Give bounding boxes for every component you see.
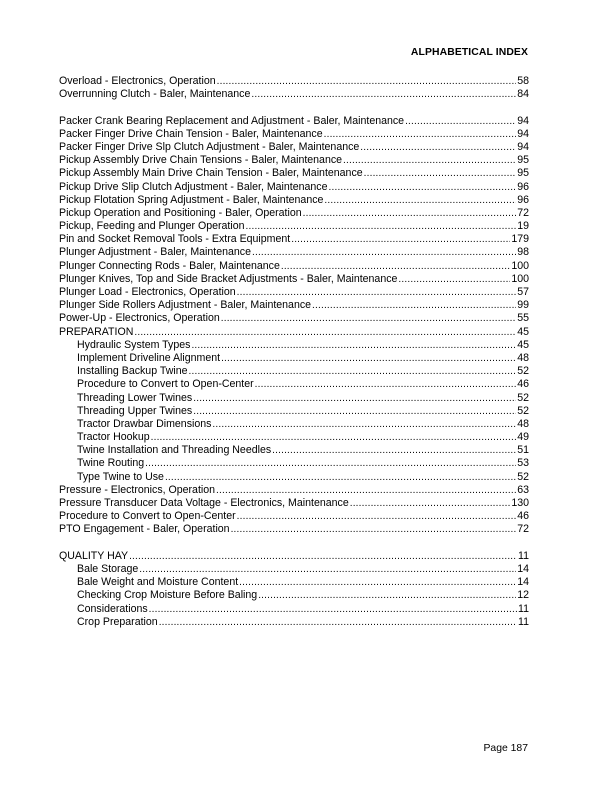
- index-subentry: [59, 352, 529, 365]
- entry-page-number: 96: [517, 180, 529, 193]
- dot-leader: [191, 339, 516, 352]
- dot-leader: [189, 365, 517, 378]
- entry-page-number: 95: [517, 154, 529, 167]
- index-subentry: [59, 339, 529, 352]
- index-entry: [59, 181, 529, 194]
- entry-page-number: 11: [518, 549, 529, 562]
- entry-page-number: 58: [517, 75, 529, 87]
- entry-label: PTO Engagement - Baler, Operation: [59, 523, 230, 536]
- index-entry: [59, 286, 529, 299]
- entry-page-number: 45: [517, 338, 529, 351]
- index-entry: [59, 299, 529, 312]
- dot-leader: [350, 497, 511, 510]
- entry-label: Considerations: [77, 602, 148, 615]
- index-entry: [59, 128, 529, 141]
- entry-label: Overload - Electronics, Operation: [59, 75, 216, 87]
- dot-leader: [212, 418, 516, 431]
- index-entry: [59, 260, 529, 273]
- entry-label: Tractor Drawbar Dimensions: [77, 417, 212, 430]
- dot-leader: [149, 603, 517, 616]
- entry-page-number: 98: [517, 246, 529, 259]
- dot-leader: [145, 457, 516, 470]
- entry-page-number: 49: [517, 431, 529, 444]
- entry-label: Threading Upper Twines: [77, 404, 193, 417]
- entry-page-number: 11: [518, 602, 529, 615]
- index-subentry: [59, 471, 529, 484]
- entry-page-number: 95: [517, 167, 529, 180]
- entry-label: Twine Routing: [77, 457, 145, 470]
- dot-leader: [360, 141, 516, 154]
- dot-leader: [343, 154, 516, 167]
- dot-leader: [237, 286, 517, 299]
- dot-leader: [129, 550, 517, 563]
- index-entry: [59, 233, 529, 246]
- entry-label: Plunger Side Rollers Adjustment - Baler, Maintenance: [59, 299, 312, 312]
- dot-leader: [281, 260, 510, 273]
- entry-page-number: 72: [517, 523, 529, 536]
- entry-label: Packer Finger Drive Chain Tension - Baler, Maintenance: [59, 127, 323, 140]
- entry-page-number: 94: [517, 140, 529, 153]
- entry-page-number: 52: [517, 391, 529, 404]
- dot-leader: [216, 484, 516, 497]
- group-spacer: [59, 537, 529, 550]
- index-entry: [59, 194, 529, 207]
- index-subentry: [59, 431, 529, 444]
- entry-label: Plunger Connecting Rods - Baler, Maintenance: [59, 259, 280, 272]
- dot-leader: [246, 220, 517, 233]
- dot-leader: [398, 273, 510, 286]
- dot-leader: [134, 326, 516, 339]
- entry-label: Packer Finger Drive Slp Clutch Adjustment - Baler, Maintenance: [59, 140, 360, 153]
- entry-label: Pressure Transducer Data Voltage - Electronics, Maintenance: [59, 497, 349, 509]
- dot-leader: [324, 128, 517, 141]
- index-subentry: [59, 576, 529, 589]
- entry-label: QUALITY HAY: [59, 549, 129, 562]
- entry-label: Procedure to Convert to Open-Center: [77, 378, 254, 391]
- entry-label: PREPARATION: [59, 325, 134, 338]
- entry-page-number: 55: [517, 312, 529, 325]
- entry-page-number: 63: [517, 483, 529, 496]
- index-subentry: [59, 589, 529, 602]
- entry-page-number: 94: [517, 127, 529, 140]
- entry-page-number: 14: [517, 562, 529, 575]
- entry-label: Threading Lower Twines: [77, 391, 193, 404]
- dot-leader: [324, 194, 516, 207]
- entry-page-number: 96: [517, 193, 529, 206]
- index-list: [59, 75, 529, 629]
- entry-label: Plunger Load - Electronics, Operation: [59, 286, 236, 298]
- index-entry: [59, 75, 529, 88]
- dot-leader: [258, 589, 516, 602]
- entry-label: Pickup Assembly Drive Chain Tensions - Baler, Maintenance: [59, 154, 343, 167]
- index-entry: [59, 326, 529, 339]
- entry-label: Pickup Flotation Spring Adjustment - Baler, Maintenance: [59, 193, 324, 206]
- entry-page-number: 52: [517, 404, 529, 417]
- index-entry: [59, 497, 529, 510]
- entry-page-number: 100: [511, 272, 529, 285]
- entry-label: Twine Installation and Threading Needles: [77, 444, 272, 457]
- dot-leader: [193, 392, 516, 405]
- dot-leader: [159, 616, 517, 629]
- entry-label: Pickup Assembly Main Drive Chain Tension - Baler, Maintenance: [59, 167, 363, 180]
- entry-label: Plunger Knives, Top and Side Bracket Adjustments - Baler, Maintenance: [59, 272, 398, 285]
- dot-leader: [239, 576, 516, 589]
- index-subentry: [59, 405, 529, 418]
- entry-label: Implement Driveline Alignment: [77, 351, 221, 364]
- index-entry: [59, 207, 529, 220]
- dot-leader: [272, 444, 516, 457]
- entry-label: Packer Crank Bearing Replacement and Adjustment - Baler, Maintenance: [59, 114, 405, 127]
- entry-label: Tractor Hookup: [77, 431, 150, 444]
- page-number: Page 187: [483, 743, 528, 754]
- entry-label: Pickup Drive Slip Clutch Adjustment - Baler, Maintenance: [59, 180, 328, 193]
- dot-leader: [364, 167, 517, 180]
- entry-page-number: 48: [517, 351, 529, 364]
- dot-leader: [255, 378, 517, 391]
- dot-leader: [291, 233, 510, 246]
- index-subentry: [59, 457, 529, 470]
- index-subentry: [59, 563, 529, 576]
- dot-leader: [139, 563, 516, 576]
- dot-leader: [312, 299, 516, 312]
- dot-leader: [231, 523, 517, 536]
- entry-page-number: 179: [511, 233, 529, 246]
- index-entry: [59, 220, 529, 233]
- index-entry: [59, 523, 529, 536]
- entry-label: Checking Crop Moisture Before Baling: [77, 589, 258, 602]
- group-spacer: [59, 101, 529, 114]
- entry-page-number: 100: [511, 259, 529, 272]
- index-entry: [59, 115, 529, 128]
- entry-page-number: 11: [518, 615, 529, 628]
- dot-leader: [193, 405, 516, 418]
- entry-label: Overrunning Clutch - Baler, Maintenance: [59, 88, 251, 101]
- entry-label: Crop Preparation: [77, 615, 158, 628]
- index-entry: [59, 141, 529, 154]
- index-entry: [59, 154, 529, 167]
- dot-leader: [252, 246, 516, 259]
- entry-page-number: 12: [517, 589, 529, 602]
- index-entry: [59, 88, 529, 101]
- entry-label: Installing Backup Twine: [77, 365, 188, 378]
- entry-page-number: 84: [517, 88, 529, 101]
- entry-label: Pressure - Electronics, Operation: [59, 483, 216, 496]
- entry-page-number: 72: [517, 206, 529, 219]
- dot-leader: [251, 88, 516, 101]
- entry-page-number: 48: [517, 417, 529, 430]
- entry-label: Bale Storage: [77, 562, 139, 575]
- entry-label: Pin and Socket Removal Tools - Extra Equipment: [59, 233, 291, 246]
- index-subentry: [59, 392, 529, 405]
- index-subentry: [59, 444, 529, 457]
- dot-leader: [221, 352, 516, 365]
- index-subentry: [59, 616, 529, 629]
- entry-page-number: 45: [517, 325, 529, 338]
- dot-leader: [221, 312, 516, 325]
- index-entry: [59, 273, 529, 286]
- dot-leader: [151, 431, 517, 444]
- entry-label: Pickup Operation and Positioning - Baler, Operation: [59, 206, 302, 219]
- entry-page-number: 57: [517, 286, 529, 298]
- index-entry: [59, 484, 529, 497]
- dot-leader: [303, 207, 517, 220]
- entry-label: Plunger Adjustment - Baler, Maintenance: [59, 246, 251, 259]
- entry-label: Pickup, Feeding and Plunger Operation: [59, 220, 245, 233]
- index-subentry: [59, 603, 529, 616]
- dot-leader: [405, 115, 516, 128]
- entry-page-number: 52: [517, 470, 529, 483]
- dot-leader: [329, 181, 517, 194]
- entry-page-number: 14: [517, 576, 529, 589]
- index-entry: [59, 510, 529, 523]
- index-entry: [59, 312, 529, 325]
- entry-page-number: 51: [517, 444, 529, 457]
- index-entry: [59, 246, 529, 259]
- entry-label: Bale Weight and Moisture Content: [77, 576, 239, 589]
- entry-page-number: 52: [517, 365, 529, 378]
- index-header-title: ALPHABETICAL INDEX: [410, 47, 528, 58]
- index-entry: [59, 550, 529, 563]
- entry-label: Power-Up - Electronics, Operation: [59, 312, 220, 325]
- entry-page-number: 46: [517, 378, 529, 391]
- entry-page-number: 19: [517, 220, 529, 233]
- index-subentry: [59, 378, 529, 391]
- dot-leader: [237, 510, 517, 523]
- entry-page-number: 53: [517, 457, 529, 470]
- entry-label: Type Twine to Use: [77, 470, 164, 483]
- index-subentry: [59, 418, 529, 431]
- entry-label: Procedure to Convert to Open-Center: [59, 510, 236, 523]
- entry-page-number: 99: [517, 299, 529, 312]
- index-subentry: [59, 365, 529, 378]
- entry-page-number: 46: [517, 510, 529, 523]
- entry-label: Hydraulic System Types: [77, 338, 191, 351]
- index-entry: [59, 167, 529, 180]
- dot-leader: [217, 75, 517, 88]
- entry-page-number: 94: [517, 114, 529, 127]
- dot-leader: [165, 471, 516, 484]
- entry-page-number: 130: [511, 497, 529, 509]
